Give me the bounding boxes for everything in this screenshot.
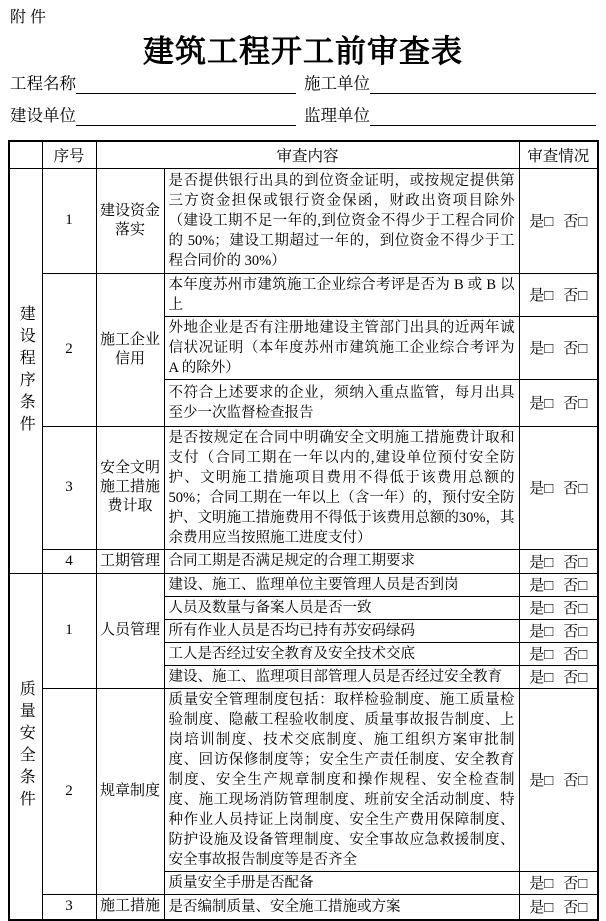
no-checkbox[interactable]: 否□	[563, 396, 588, 412]
no-checkbox[interactable]: 否□	[563, 578, 588, 594]
section-label-2	[9, 573, 42, 920]
yes-checkbox[interactable]: 是□	[529, 647, 554, 663]
status-cell	[519, 619, 598, 642]
table-row	[9, 573, 598, 596]
category-cell: 人员管理	[96, 573, 164, 688]
no-checkbox[interactable]: 否□	[563, 670, 588, 686]
table-row	[9, 688, 598, 871]
status-cell	[519, 642, 598, 665]
seq-cell: 3	[42, 426, 96, 549]
table-row	[9, 549, 598, 573]
yes-checkbox[interactable]: 是□	[529, 876, 554, 892]
attachment-label: 附件	[10, 9, 51, 26]
content-header: 审查内容	[96, 141, 519, 168]
status-cell	[519, 871, 598, 894]
status-cell	[519, 894, 598, 920]
seq-header: 序号	[42, 141, 96, 168]
status-cell	[519, 273, 598, 316]
yes-checkbox[interactable]: 是□	[529, 481, 554, 497]
no-checkbox[interactable]: 否□	[563, 214, 588, 230]
info-row-1	[10, 72, 596, 94]
project-name-label: 工程名称	[10, 74, 76, 93]
content-cell: 工人是否经过安全教育及安全技术交底	[164, 642, 519, 665]
client-unit-field[interactable]	[76, 106, 296, 126]
category-cell: 施工企业信用	[96, 273, 164, 426]
content-cell: 不符合上述要求的企业，须纳入重点监管，每月出具至少一次监督检查报告	[164, 379, 519, 426]
content-cell: 质量安全管理制度包括：取样检验制度、施工质量检验制度、隐蔽工程验收制度、质量事故报告制度、上岗培训制度、技术交底制度、施工组织方案审批制度、回访保修制度等；安全生产责任制度、安全教育制度、安全生产规章制度和操作规程、安全检查制度、施工现场消防管理制度、班前安全活动制度、特种作业人员持证上岗制度、安全生产费用保障制度、防护设施及设备管理制度、安全事故应急救援制度、安全事故报告制度等是否齐全	[164, 688, 519, 871]
no-checkbox[interactable]: 否□	[563, 624, 588, 640]
seq-cell: 1	[42, 168, 96, 273]
supervision-unit-label: 监理单位	[304, 106, 370, 125]
no-checkbox[interactable]: 否□	[563, 288, 588, 304]
yes-checkbox[interactable]: 是□	[529, 601, 554, 617]
table-row	[9, 273, 598, 316]
info-row-2	[10, 104, 596, 126]
corner-cell	[9, 141, 42, 168]
construction-unit-label: 施工单位	[304, 74, 370, 93]
yes-checkbox[interactable]: 是□	[529, 578, 554, 594]
client-unit-label: 建设单位	[10, 106, 76, 125]
no-checkbox[interactable]: 否□	[563, 341, 588, 357]
supervision-unit-field[interactable]	[370, 106, 596, 126]
content-cell: 人员及数量与备案人员是否一致	[164, 596, 519, 619]
yes-checkbox[interactable]: 是□	[529, 900, 554, 917]
no-checkbox[interactable]: 否□	[563, 876, 588, 892]
header-row	[9, 141, 598, 168]
content-cell: 本年度苏州市建筑施工企业综合考评是否为 B 或 B 以上	[164, 273, 519, 316]
table-row	[9, 426, 598, 549]
no-checkbox[interactable]: 否□	[563, 647, 588, 663]
yes-checkbox[interactable]: 是□	[529, 214, 554, 230]
content-cell: 是否编制质量、安全施工措施或方案	[164, 894, 519, 920]
status-cell	[519, 379, 598, 426]
review-table	[8, 140, 599, 921]
no-checkbox[interactable]: 否□	[563, 554, 588, 571]
yes-checkbox[interactable]: 是□	[529, 670, 554, 686]
status-cell	[519, 168, 598, 273]
seq-cell: 1	[42, 573, 96, 688]
status-cell	[519, 573, 598, 596]
seq-cell: 2	[42, 273, 96, 426]
table-row	[9, 168, 598, 273]
yes-checkbox[interactable]: 是□	[529, 773, 554, 789]
seq-cell: 4	[42, 549, 96, 573]
construction-unit-field[interactable]	[370, 74, 596, 94]
status-cell	[519, 688, 598, 871]
category-cell: 规章制度	[96, 688, 164, 894]
status-cell	[519, 426, 598, 549]
page-title: 建筑工程开工前审查表	[143, 34, 463, 69]
content-cell: 是否按规定在合同中明确安全文明施工措施费计取和支付（合同工期在一年以内的,建设单位预付安全防护、文明施工措施项目费用不得低于该费用总额的50%；合同工期在一年以上（含一年）的，预付安全防护、文明施工措施费用不得低于该费用总额的30%，其余费用应当按照施工进度支付）	[164, 426, 519, 549]
status-cell	[519, 665, 598, 688]
table-row	[9, 894, 598, 920]
no-checkbox[interactable]: 否□	[563, 773, 588, 789]
yes-checkbox[interactable]: 是□	[529, 624, 554, 640]
content-cell: 建设、施工、监理项目部管理人员是否经过安全教育	[164, 665, 519, 688]
project-name-field[interactable]	[76, 74, 296, 94]
no-checkbox[interactable]: 否□	[563, 601, 588, 617]
yes-checkbox[interactable]: 是□	[529, 341, 554, 357]
yes-checkbox[interactable]: 是□	[529, 554, 554, 571]
content-cell: 外地企业是否有注册地建设主管部门出具的近两年诚信状况证明（本年度苏州市建筑施工企业综合考评为 A 的除外）	[164, 316, 519, 379]
seq-cell: 2	[42, 688, 96, 894]
section-label-1	[9, 168, 42, 573]
category-cell: 施工措施	[96, 894, 164, 920]
category-cell: 建设资金落实	[96, 168, 164, 273]
content-cell: 所有作业人员是否均已持有苏安码绿码	[164, 619, 519, 642]
seq-cell: 3	[42, 894, 96, 920]
content-cell: 合同工期是否满足规定的合理工期要求	[164, 549, 519, 573]
status-cell	[519, 316, 598, 379]
no-checkbox[interactable]: 否□	[563, 900, 588, 917]
status-cell	[519, 549, 598, 573]
section-label-text: 质量安全条件	[17, 680, 35, 813]
content-cell: 是否提供银行出具的到位资金证明，或按规定提供第三方资金担保或银行资金保函，财政出资项目除外（建设工期不足一年的,到位资金不得少于工程合同价的 50%；建设工期超过一年的，到位资金不得少于工程合同价的 30%）	[164, 168, 519, 273]
status-cell	[519, 596, 598, 619]
yes-checkbox[interactable]: 是□	[529, 396, 554, 412]
yes-checkbox[interactable]: 是□	[529, 288, 554, 304]
content-cell: 建设、施工、监理单位主要管理人员是否到岗	[164, 573, 519, 596]
category-cell: 安全文明施工措施费计取	[96, 426, 164, 549]
status-header: 审查情况	[519, 141, 598, 168]
section-label-text: 建设程序条件	[17, 304, 35, 437]
no-checkbox[interactable]: 否□	[563, 481, 588, 497]
content-cell: 质量安全手册是否配备	[164, 871, 519, 894]
category-cell: 工期管理	[96, 549, 164, 573]
